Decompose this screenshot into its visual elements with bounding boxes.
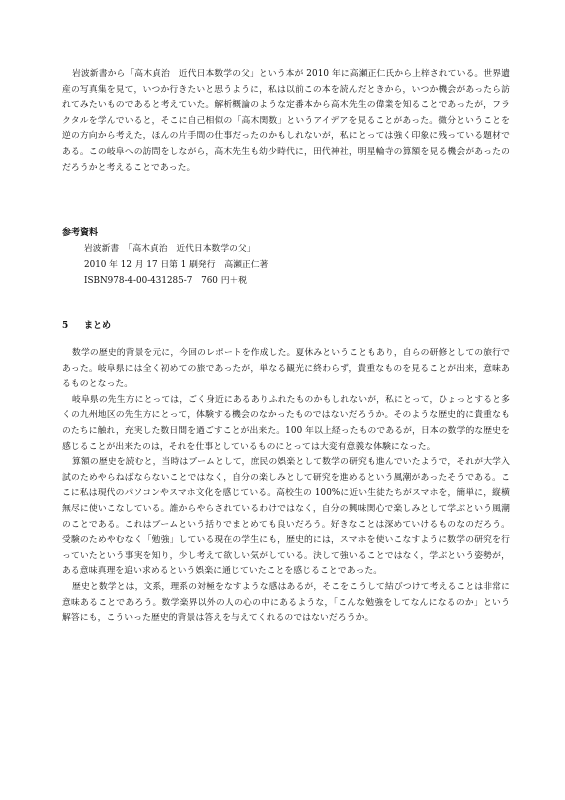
summary-section — [62, 346, 510, 627]
references-section — [62, 225, 510, 289]
summary-paragraph: 歴史と数学とは，文系，理系の対極をなすような感はあるが，そこをこうして結びつけて考えることは非常に意味あることであろう。数学楽界以外の人の心の中にあるような，「こんな勉強をしてなんになるのか」という解答にも，こういった歴史的背景は答えを与えてくれるのではないだろうか。 — [62, 581, 510, 624]
section-title: まとめ — [84, 321, 112, 331]
section-number: 5 — [62, 321, 69, 331]
reference-item: ISBN978-4-00-431285-7 760 円＋税 — [84, 276, 248, 286]
references-heading: 参考資料 — [62, 228, 99, 238]
intro-section — [62, 67, 510, 176]
summary-paragraph: 岐阜県の先生方にとっては，ごく身近にあるありふれたものかもしれないが，私にとって，ひょっとすると多くの九州地区の先生方にとって，体験する機会のなかったものではないだろうか。そのような歴史的に貴重なものたちに触れ，充実した数日間を過ごすことが出来た。100 年以上経ったものであるが，日本の数学的な歴史を感じることが出来たのは，それを仕事としているものにとっては大変有意義な体験になった。 — [62, 394, 510, 452]
summary-paragraph: 数学の歴史的背景を元に，今回のレポートを作成した。夏休みということもあり，自らの研修としての旅行であった。岐阜県には全く初めての旅であったが，単なる観光に終わらず，貴重なものを見ることが出来，意味あるものとなった。 — [62, 348, 510, 390]
reference-item: 岩波新書 「高木貞治 近代日本数学の父」 — [84, 244, 256, 254]
summary-paragraph: 算額の歴史を読むと，当時はブームとして，庶民の娯楽として数学の研究も進んでいたようで，それが大学入試のためやらねばならないことではなく，自分の楽しみとして研究を進めるという風潮があったそうである。ここに私は現代のパソコンやスマホ文化を感じている。高校生の 100%に近い生徒たちがスマホを，簡単に，縦横無尽に使いこなしている。誰からやらされているわけではなく，自分の興味関心で楽しみとして学ぶという風潮のことである。これはブームという括りでまとめても良いだろう。好きなことは深めていけるものなのだろう。受験のためやむなく「勉強」している現在の学生にも，歴史的には，スマホを使いこなすように数学の研究を行っていたという事実を知り，少し考えて欲しい気がしている。決して強いることではなく，学ぶという姿勢が，ある意味真理を追い求めるという娯楽に通じていたことを感じることであった。 — [62, 457, 510, 577]
intro-paragraph: 岩波新書から「高木貞治 近代日本数学の父」という本が 2010 年に高瀬正仁氏から上梓されている。世界遺産の写真集を見て，いつか行きたいと思うように，私は以前この本を読んだときから，いつか機会があったら訪れてみたいものであると考えていた。解析概論のような定番本から高木先生の偉業を知ることであったが，フラクタルを学んでいると，そこに自己相似の「高木関数」というアイデアを見ることがあった。微分ということを逆の方向から考えた，ほんの片手間の仕事だったのかもしれないが，私にとっては強く印象に残っている題材である。この岐阜への訪問をしながら，高木先生も幼少時代に，田代神社，明星輪寺の算額を見る機会があったのだろうかと考えることであった。 — [62, 69, 510, 173]
section-heading — [62, 318, 510, 334]
reference-item: 2010 年 12 月 17 日第 1 刷発行 高瀬正仁著 — [84, 260, 269, 270]
